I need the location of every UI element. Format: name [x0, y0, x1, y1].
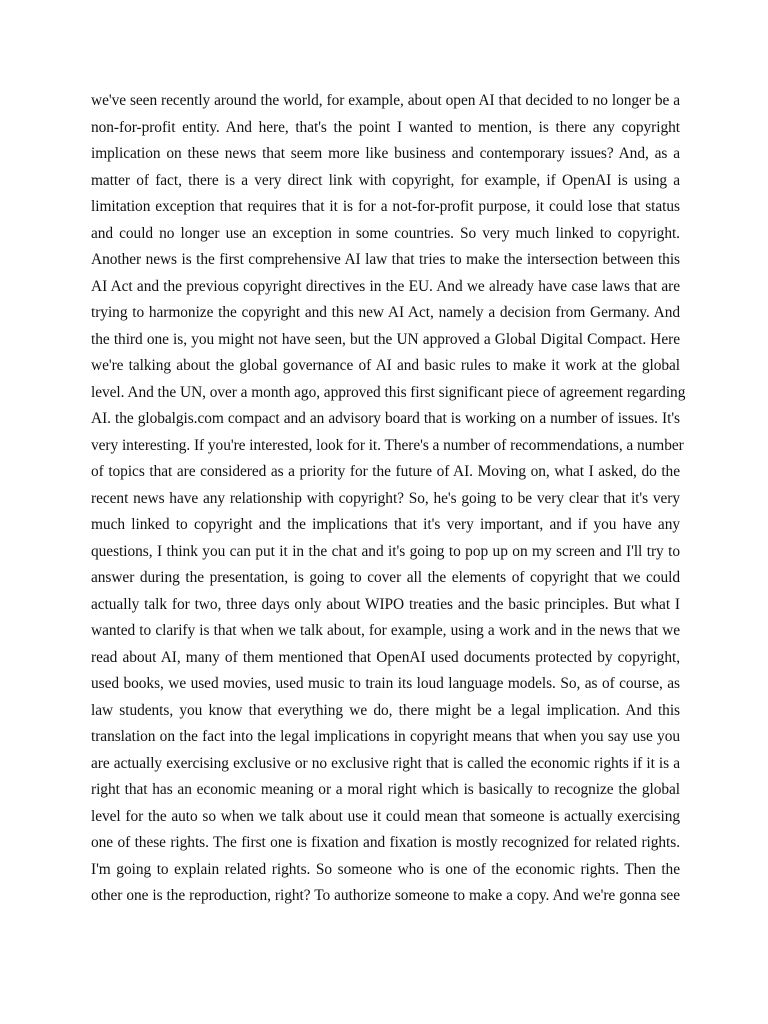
text-line: I'm going to explain related rights. So someone who is one of the economic rights. Then the	[91, 860, 680, 878]
text-line: level for the auto so when we talk about use it could mean that someone is actually exercising	[91, 807, 680, 825]
text-line: non-for-profit entity. And here, that's the point I wanted to mention, is there any copyright	[91, 118, 680, 136]
text-line: read about AI, many of them mentioned that OpenAI used documents protected by copyright,	[91, 648, 680, 666]
text-line: used books, we used movies, used music to train its loud language models. So, as of course, as	[91, 675, 680, 692]
text-line: the third one is, you might not have seen, but the UN approved a Global Digital Compact. Here	[91, 330, 680, 348]
text-line: actually talk for two, three days only about WIPO treaties and the basic principles. But what I	[91, 595, 680, 613]
text-line: one of these rights. The first one is fixation and fixation is mostly recognized for related rights.	[91, 834, 680, 851]
text-line: recent news have any relationship with copyright? So, he's going to be very clear that it's very	[91, 489, 680, 507]
text-line: questions, I think you can put it in the chat and it's going to pop up on my screen and I'll try to	[91, 542, 680, 560]
transcript-paragraph	[91, 88, 686, 910]
text-line: implication on these news that seem more like business and contemporary issues? And, as a	[91, 145, 680, 162]
text-line: matter of fact, there is a very direct link with copyright, for example, if OpenAI is using a	[91, 171, 680, 189]
text-line: other one is the reproduction, right? To authorize someone to make a copy. And we're gonna see	[91, 887, 680, 904]
text-line: law students, you know that everything we do, there might be a legal implication. And this	[91, 701, 680, 719]
text-line: translation on the fact into the legal implications in copyright means that when you say use you	[91, 728, 680, 745]
text-line: AI. the globalgis.com compact and an advisory board that is working on a number of issues. It's	[91, 410, 680, 427]
text-line: limitation exception that requires that it is for a not-for-profit purpose, it could lose that status	[91, 198, 680, 215]
text-line: level. And the UN, over a month ago, approved this first significant piece of agreement regarding	[91, 383, 686, 401]
text-line: Another news is the first comprehensive AI law that tries to make the intersection between this	[91, 251, 680, 268]
text-line: of topics that are considered as a priority for the future of AI. Moving on, what I asked, do the	[91, 463, 680, 480]
text-line: trying to harmonize the copyright and this new AI Act, namely a decision from Germany. And	[91, 304, 680, 321]
text-line: we've seen recently around the world, for example, about open AI that decided to no longer be a	[91, 92, 680, 109]
text-line: right that has an economic meaning or a moral right which is basically to recognize the global	[91, 781, 680, 798]
text-line: very interesting. If you're interested, look for it. There's a number of recommendations, a number	[91, 436, 684, 454]
text-line: we're talking about the global governance of AI and basic rules to make it work at the global	[91, 357, 680, 374]
text-line: are actually exercising exclusive or no exclusive right that is called the economic rights if it is a	[91, 754, 680, 772]
text-line: answer during the presentation, is going to cover all the elements of copyright that we could	[91, 569, 680, 586]
text-line: AI Act and the previous copyright directives in the EU. And we already have case laws that are	[91, 277, 680, 295]
text-line: much linked to copyright and the implications that it's very important, and if you have any	[91, 516, 680, 533]
text-line: wanted to clarify is that when we talk about, for example, using a work and in the news that we	[91, 622, 680, 639]
text-line: and could no longer use an exception in some countries. So very much linked to copyright.	[91, 224, 680, 242]
